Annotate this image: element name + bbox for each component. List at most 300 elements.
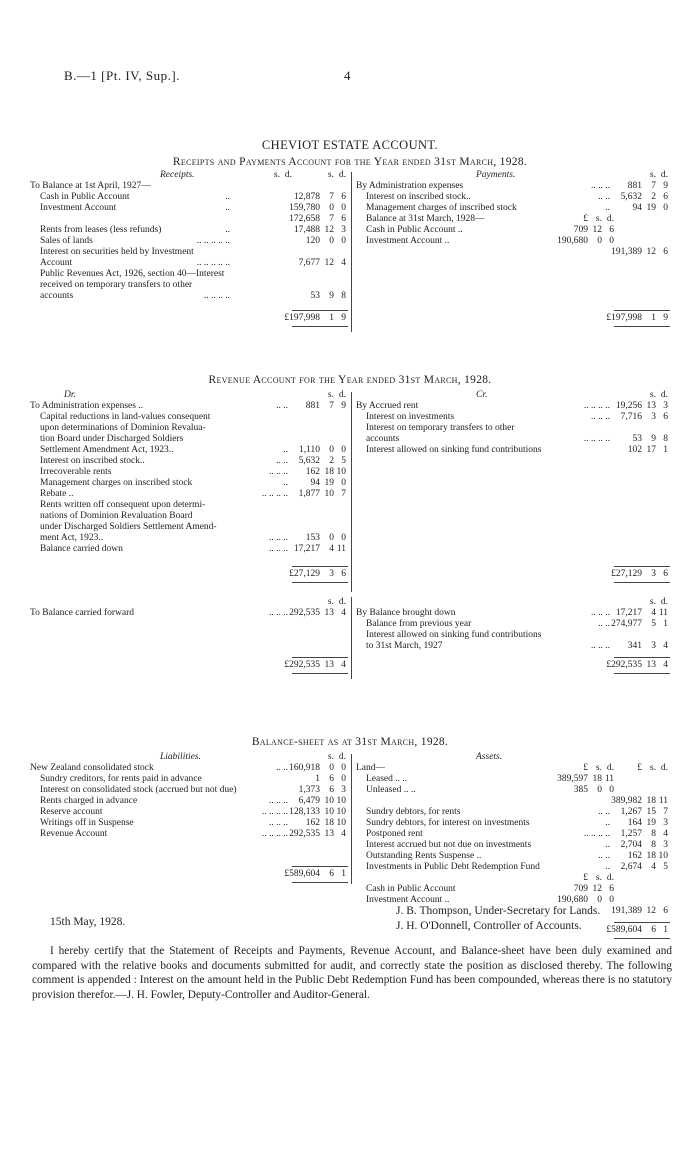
ledger-item-text: tion Board under Discharged Soldiers <box>40 434 184 444</box>
ledger-item-text: upon determinations of Dominion Revalua- <box>40 423 206 433</box>
ledger-item-text: Investment Account <box>40 203 117 213</box>
col-header-shillings: s. <box>327 597 334 607</box>
audit-certificate: I hereby certify that the Statement of Receipts and Payments, Revenue Account, and Balance-sheet have been duly examined and compared with the relative books and documents submitted for audit, and correctly state the position as disclosed thereby. The following comment is appended : Interest on the amount held in the Public Debt Redemption Fund has been compounded, whereas there is no statutory provision therefor.—J. H. Fowler, Deputy-Controller and Auditor-General. <box>32 945 672 1001</box>
amount-shillings: 7 <box>329 214 334 224</box>
ledger-item-text: Cash in Public Account .. <box>366 225 463 235</box>
amount-pence: 0 <box>341 445 346 455</box>
leader-dots: .. .. .. <box>269 608 288 618</box>
amount-pence: 10 <box>336 818 346 828</box>
amount-shillings: 8 <box>651 840 656 850</box>
leader-dots: .. .. .. .. .. <box>196 236 230 246</box>
ledger-item-text: Interest on securities held by Investment <box>40 247 194 257</box>
cr-heading: Cr. <box>476 390 488 400</box>
total-shillings: 13 <box>646 660 656 670</box>
amount-pence: 0 <box>341 236 346 246</box>
sub-amount-pounds: £ <box>583 214 588 224</box>
leader-dots: .. <box>283 445 288 455</box>
leader-dots: .. .. .. <box>591 641 610 651</box>
amount-pounds: 162 <box>627 851 642 861</box>
amount-shillings: 12 <box>324 258 334 268</box>
ledger-item-text: Management charges on inscribed stock <box>40 478 193 488</box>
signature-lands: J. B. Thompson, Under-Secretary for Lands. <box>396 905 601 917</box>
ledger-item-text: Leased .. .. <box>366 774 408 784</box>
amount-pence: 10 <box>336 467 346 477</box>
amount-pounds: £ <box>637 763 642 773</box>
liabilities-column <box>30 752 348 882</box>
total-pounds: £292,535 <box>606 660 642 670</box>
ledger-item-text: Irrecoverable rents <box>40 467 112 477</box>
amount-pence: 11 <box>336 544 346 554</box>
amount-pounds: 12,878 <box>293 192 320 202</box>
ledger-item-text: Sundry creditors, for rents paid in advance <box>40 774 202 784</box>
total-rule-top <box>614 657 670 658</box>
amount-pence: 10 <box>336 796 346 806</box>
amount-pounds: 389,982 <box>611 796 642 806</box>
leader-dots: .. <box>225 203 230 213</box>
ledger-item-text: Balance at 31st March, 1928— <box>366 214 485 224</box>
total-pence: 4 <box>341 660 346 670</box>
ledger-item-text: Sales of lands <box>40 236 93 246</box>
ledger-item-text: By Administration expenses <box>356 181 464 191</box>
sub-amount-pounds: 709 <box>573 884 588 894</box>
revenue-account-title: Revenue Account for the Year ended 31st March, 1928. <box>208 374 492 386</box>
amount-pence: 6 <box>341 192 346 202</box>
leader-dots: .. <box>605 818 610 828</box>
ledger-item-text: Balance from previous year <box>366 619 472 629</box>
amount-shillings: 4 <box>329 544 334 554</box>
leader-dots: .. .. <box>276 763 288 773</box>
amount-pence: 0 <box>341 774 346 784</box>
total-shillings: 13 <box>324 660 334 670</box>
receipts-column <box>30 170 348 332</box>
leader-dots: .. .. .. <box>269 467 288 477</box>
amount-shillings: 3 <box>651 412 656 422</box>
payments-column <box>356 170 670 332</box>
amount-shillings: 10 <box>324 807 334 817</box>
assets-heading: Assets. <box>476 752 503 762</box>
ledger-item-text: Management charges of inscribed stock <box>366 203 517 213</box>
total-pounds: £197,998 <box>606 313 642 323</box>
amount-pounds: 102 <box>627 445 642 455</box>
leader-dots: .. .. .. <box>269 544 288 554</box>
column-divider <box>351 172 352 332</box>
leader-dots: .. .. .. <box>269 533 288 543</box>
amount-pounds: 94 <box>310 478 320 488</box>
amount-pounds: 5,632 <box>620 192 642 202</box>
sub-col-header-pence: d. <box>284 170 292 180</box>
total-pence: 4 <box>663 660 668 670</box>
total-pence: 1 <box>341 869 346 879</box>
amount-pounds: 1,257 <box>620 829 642 839</box>
sub-amount-pence: 6 <box>609 225 614 235</box>
amount-shillings: 9 <box>329 291 334 301</box>
col-header-shillings: s. <box>327 390 334 400</box>
col-header-shillings: s. <box>649 170 656 180</box>
amount-shillings: 12 <box>646 906 656 916</box>
amount-shillings: 19 <box>646 818 656 828</box>
amount-shillings: 13 <box>324 608 334 618</box>
ledger-item-text: Sundry debtors, for interest on investments <box>366 818 530 828</box>
sub-amount-pence: d. <box>606 873 614 883</box>
amount-pounds: 1 <box>315 774 320 784</box>
leader-dots: .. .. .. .. .. <box>196 258 230 268</box>
amount-shillings: 2 <box>329 456 334 466</box>
amount-shillings: 17 <box>646 445 656 455</box>
amount-pounds: 341 <box>627 641 642 651</box>
amount-pence: 1 <box>663 619 668 629</box>
sub-amount-pounds: £ <box>583 873 588 883</box>
amount-shillings: 0 <box>329 236 334 246</box>
ledger-item-text: ment Act, 1923.. <box>40 533 104 543</box>
ledger-item-text: Rents charged in advance <box>40 796 138 806</box>
amount-pence: 6 <box>663 247 668 257</box>
sub-amount-pence: 6 <box>609 884 614 894</box>
main-title: CHEVIOT ESTATE ACCOUNT. <box>261 138 439 152</box>
sub-amount-shillings: 0 <box>597 236 602 246</box>
total-pounds: £589,604 <box>606 925 642 935</box>
sub-amount-pounds: 389,597 <box>557 774 588 784</box>
amount-pounds: 5,632 <box>298 456 320 466</box>
ledger-item-text: By Balance brought down <box>356 608 456 618</box>
leader-dots: .. <box>605 203 610 213</box>
ledger-item-text: Public Revenues Act, 1926, section 40—Interest <box>40 269 225 279</box>
amount-pounds: 292,535 <box>289 608 320 618</box>
total-shillings: 1 <box>329 313 334 323</box>
amount-shillings: 10 <box>324 796 334 806</box>
amount-pence: 0 <box>341 478 346 488</box>
ledger-item-text: under Discharged Soldiers Settlement Amend- <box>40 522 217 532</box>
leader-dots: .. .. <box>598 619 610 629</box>
ledger-item-text: Rebate .. <box>40 489 74 499</box>
leader-dots: .. .. .. .. <box>261 489 288 499</box>
ledger-item-text: Investments in Public Debt Redemption Fund <box>366 862 540 872</box>
sub-amount-pounds: 709 <box>573 225 588 235</box>
sub-amount-shillings: s. <box>595 214 602 224</box>
sub-amount-pence: 11 <box>604 774 614 784</box>
liabilities-heading: Liabilities. <box>160 752 201 762</box>
amount-pounds: 274,977 <box>611 619 642 629</box>
amount-shillings: 4 <box>651 608 656 618</box>
sub-amount-pence: 0 <box>609 895 614 905</box>
total-pounds: £589,604 <box>284 869 320 879</box>
amount-pounds: 292,535 <box>289 829 320 839</box>
amount-pence: 7 <box>341 489 346 499</box>
ledger-item-text: to 31st March, 1927 <box>366 641 443 651</box>
column-divider <box>351 392 352 592</box>
total-pence: 9 <box>663 313 668 323</box>
amount-pounds: 53 <box>310 291 320 301</box>
amount-shillings: 19 <box>646 203 656 213</box>
amount-shillings: 13 <box>646 401 656 411</box>
amount-pounds: 120 <box>305 236 320 246</box>
ledger-item-text: Rents from leases (less refunds) <box>40 225 162 235</box>
amount-shillings: s. <box>649 763 656 773</box>
amount-shillings: 7 <box>651 181 656 191</box>
amount-pounds: 2,704 <box>620 840 642 850</box>
leader-dots: .. .. <box>276 456 288 466</box>
ledger-item-text: nations of Dominion Revaluation Board <box>40 511 193 521</box>
leader-dots: .. .. .. <box>269 796 288 806</box>
total-pounds: £197,998 <box>284 313 320 323</box>
amount-pounds: 6,479 <box>298 796 320 806</box>
ledger-item-text: Rents written off consequent upon determi- <box>40 500 206 510</box>
sub-amount-shillings: 0 <box>597 895 602 905</box>
leader-dots: .. .. .. .. <box>261 829 288 839</box>
ledger-item-text: Settlement Amendment Act, 1923.. <box>40 445 174 455</box>
amount-pence: 10 <box>658 851 668 861</box>
revenue-debit-column <box>30 390 348 590</box>
amount-pounds: 94 <box>632 203 642 213</box>
col-header-shillings: s. <box>327 170 334 180</box>
ledger-item-text: Interest on temporary transfers to other <box>366 423 515 433</box>
amount-pounds: 1,110 <box>298 445 320 455</box>
amount-pence: 4 <box>663 829 668 839</box>
receipts-heading: Receipts. <box>160 170 195 180</box>
amount-shillings: 13 <box>324 829 334 839</box>
col-header-pence: d. <box>338 170 346 180</box>
leader-dots: .. <box>225 225 230 235</box>
ledger-item-text: Interest allowed on sinking fund contributions <box>366 445 542 455</box>
sub-amount-shillings: 0 <box>597 785 602 795</box>
leader-dots: .. <box>605 862 610 872</box>
total-pence: 6 <box>663 569 668 579</box>
page-reference: B.—1 [Pt. IV, Sup.]. <box>64 68 180 83</box>
ledger-item-text: Investment Account .. <box>366 236 450 246</box>
amount-pence: 8 <box>663 434 668 444</box>
leader-dots: .. .. .. .. <box>583 829 610 839</box>
amount-shillings: 12 <box>646 247 656 257</box>
total-rule-top <box>614 922 670 923</box>
sub-amount-pence: d. <box>606 214 614 224</box>
amount-pounds: 128,133 <box>289 807 320 817</box>
leader-dots: .. .. .. .. <box>203 291 230 301</box>
total-rule-bottom <box>614 582 670 583</box>
ledger-item-text: Interest on inscribed stock.. <box>40 456 145 466</box>
leader-dots: .. .. <box>598 807 610 817</box>
col-header-shillings: s. <box>649 597 656 607</box>
total-pounds: £292,535 <box>284 660 320 670</box>
total-rule-top <box>292 566 348 567</box>
amount-pounds: 160,918 <box>289 763 320 773</box>
amount-pence: 0 <box>663 203 668 213</box>
amount-pounds: 881 <box>305 401 320 411</box>
sub-amount-pounds: 190,680 <box>557 895 588 905</box>
receipts-payments-title: Receipts and Payments Account for the Year ended 31st March, 1928. <box>172 156 528 168</box>
amount-pence: 5 <box>341 456 346 466</box>
total-rule-top <box>292 866 348 867</box>
sub-amount-shillings: 18 <box>592 774 602 784</box>
col-header-shillings: s. <box>649 390 656 400</box>
total-shillings: 6 <box>329 869 334 879</box>
amount-shillings: 8 <box>651 829 656 839</box>
ledger-item-text: To Balance at 1st April, 1927— <box>30 181 151 191</box>
ledger-item-text: accounts <box>366 434 400 444</box>
amount-pounds: 162 <box>305 467 320 477</box>
leader-dots: .. <box>283 478 288 488</box>
total-pounds: £27,129 <box>611 569 642 579</box>
amount-pence: 6 <box>341 214 346 224</box>
ledger-item-text: Sundry debtors, for rents <box>366 807 461 817</box>
amount-pounds: 191,389 <box>611 906 642 916</box>
total-rule-top <box>614 310 670 311</box>
total-pence: 9 <box>341 313 346 323</box>
amount-pence: 3 <box>663 401 668 411</box>
total-pence: 1 <box>663 925 668 935</box>
amount-pence: 3 <box>341 225 346 235</box>
revenue-forward-credit <box>356 597 670 677</box>
ledger-item-text: Revenue Account <box>40 829 108 839</box>
ledger-item-text: Cash in Public Account <box>40 192 130 202</box>
amount-pounds: 7,716 <box>620 412 642 422</box>
amount-pence: 4 <box>663 641 668 651</box>
amount-pence: 1 <box>663 445 668 455</box>
ledger-item-text: To Administration expenses .. <box>30 401 144 411</box>
amount-shillings: 5 <box>651 619 656 629</box>
col-header-pence: d. <box>660 390 668 400</box>
amount-pence: 7 <box>663 807 668 817</box>
leader-dots: .. .. .. <box>269 818 288 828</box>
amount-pence: 11 <box>658 796 668 806</box>
amount-pence: 3 <box>663 818 668 828</box>
amount-pence: 9 <box>341 401 346 411</box>
signature-date: 15th May, 1928. <box>50 916 126 928</box>
ledger-item-text: Interest on inscribed stock.. <box>366 192 471 202</box>
amount-pence: 6 <box>663 906 668 916</box>
total-rule-top <box>614 566 670 567</box>
amount-pounds: 1,267 <box>620 807 642 817</box>
amount-pence: 9 <box>663 181 668 191</box>
ledger-item-text: Capital reductions in land-values consequent <box>40 412 211 422</box>
leader-dots: .. <box>225 192 230 202</box>
amount-pounds: 162 <box>305 818 320 828</box>
amount-shillings: 18 <box>646 796 656 806</box>
total-rule-bottom <box>292 673 348 674</box>
amount-pence: 0 <box>341 763 346 773</box>
sub-amount-shillings: s. <box>595 873 602 883</box>
sub-col-header-shillings: s. <box>273 170 280 180</box>
total-rule-bottom <box>292 326 348 327</box>
amount-pence: 0 <box>341 533 346 543</box>
leader-dots: .. .. .. <box>591 181 610 191</box>
ledger-item-text: received on temporary transfers to other <box>40 280 193 290</box>
total-shillings: 1 <box>651 313 656 323</box>
column-divider <box>351 754 352 884</box>
ledger-item-text: Account <box>40 258 73 268</box>
amount-shillings: 9 <box>651 434 656 444</box>
total-pounds: £27,129 <box>289 569 320 579</box>
amount-pounds: 153 <box>305 533 320 543</box>
col-header-pence: d. <box>338 597 346 607</box>
amount-pence: 5 <box>663 862 668 872</box>
sub-amount-pounds: 190,680 <box>557 236 588 246</box>
amount-pounds: 17,217 <box>293 544 320 554</box>
total-shillings: 3 <box>651 569 656 579</box>
amount-pence: 4 <box>341 829 346 839</box>
amount-shillings: 12 <box>324 225 334 235</box>
page-number: 4 <box>344 68 351 83</box>
amount-shillings: 18 <box>324 818 334 828</box>
dr-heading: Dr. <box>64 390 76 400</box>
amount-shillings: 2 <box>651 192 656 202</box>
col-header-shillings: s. <box>327 752 334 762</box>
amount-shillings: 0 <box>329 203 334 213</box>
ledger-item-text: accounts <box>40 291 74 301</box>
amount-pounds: 2,674 <box>620 862 642 872</box>
leader-dots: .. .. .. <box>591 608 610 618</box>
col-header-pence: d. <box>660 170 668 180</box>
ledger-item-text: Writings off in Suspense <box>40 818 134 828</box>
sub-amount-pence: d. <box>606 763 614 773</box>
total-rule-top <box>292 657 348 658</box>
amount-shillings: 10 <box>324 489 334 499</box>
sub-amount-pounds: £ <box>583 763 588 773</box>
amount-shillings: 6 <box>329 774 334 784</box>
ledger-item-text: Cash in Public Account <box>366 884 456 894</box>
ledger-item-text: Balance carried down <box>40 544 123 554</box>
total-rule-bottom <box>614 673 670 674</box>
total-shillings: 6 <box>651 925 656 935</box>
sub-amount-pounds: 385 <box>573 785 588 795</box>
balance-sheet-title: Balance-sheet as at 31st March, 1928. <box>251 736 449 748</box>
ledger-item-text: Investment Account .. <box>366 895 450 905</box>
amount-pounds: 1,877 <box>298 489 320 499</box>
amount-pence: 4 <box>341 258 346 268</box>
ledger-item-text: Unleased .. .. <box>366 785 416 795</box>
amount-pence: 3 <box>341 785 346 795</box>
amount-shillings: 0 <box>329 445 334 455</box>
amount-pounds: 53 <box>632 434 642 444</box>
amount-shillings: 19 <box>324 478 334 488</box>
amount-pence: 6 <box>663 192 668 202</box>
column-divider <box>351 597 352 679</box>
amount-shillings: 0 <box>329 763 334 773</box>
leader-dots: .. .. .. .. <box>583 401 610 411</box>
amount-shillings: 18 <box>646 851 656 861</box>
leader-dots: .. <box>605 840 610 850</box>
sub-amount-shillings: 12 <box>592 884 602 894</box>
amount-pence: 0 <box>341 203 346 213</box>
total-pence: 6 <box>341 569 346 579</box>
ledger-item-text: Land— <box>356 763 386 773</box>
amount-pence: 4 <box>341 608 346 618</box>
leader-dots: .. .. <box>598 192 610 202</box>
leader-dots: .. .. .. .. <box>261 807 288 817</box>
total-shillings: 3 <box>329 569 334 579</box>
ledger-item-text: Postponed rent <box>366 829 423 839</box>
amount-shillings: 18 <box>324 467 334 477</box>
ledger-item-text: Interest on consolidated stock (accrued but not due) <box>40 785 237 795</box>
amount-shillings: 4 <box>651 862 656 872</box>
total-rule-bottom <box>614 326 670 327</box>
amount-pounds: 7,677 <box>298 258 320 268</box>
signature-accounts: J. H. O'Donnell, Controller of Accounts. <box>396 920 582 932</box>
amount-pence: 10 <box>336 807 346 817</box>
amount-shillings: 7 <box>329 401 334 411</box>
amount-pence: 8 <box>341 291 346 301</box>
revenue-credit-column <box>356 390 670 590</box>
col-header-pence: d. <box>660 597 668 607</box>
amount-pounds: 881 <box>627 181 642 191</box>
amount-shillings: 15 <box>646 807 656 817</box>
col-header-pence: d. <box>338 752 346 762</box>
amount-pounds: 1,373 <box>298 785 320 795</box>
amount-shillings: 0 <box>329 533 334 543</box>
ledger-item-text: Reserve account <box>40 807 103 817</box>
ledger-item-text: New Zealand consolidated stock <box>30 763 154 773</box>
amount-pence: 6 <box>663 412 668 422</box>
amount-pence: 3 <box>663 840 668 850</box>
amount-pence: d. <box>660 763 668 773</box>
